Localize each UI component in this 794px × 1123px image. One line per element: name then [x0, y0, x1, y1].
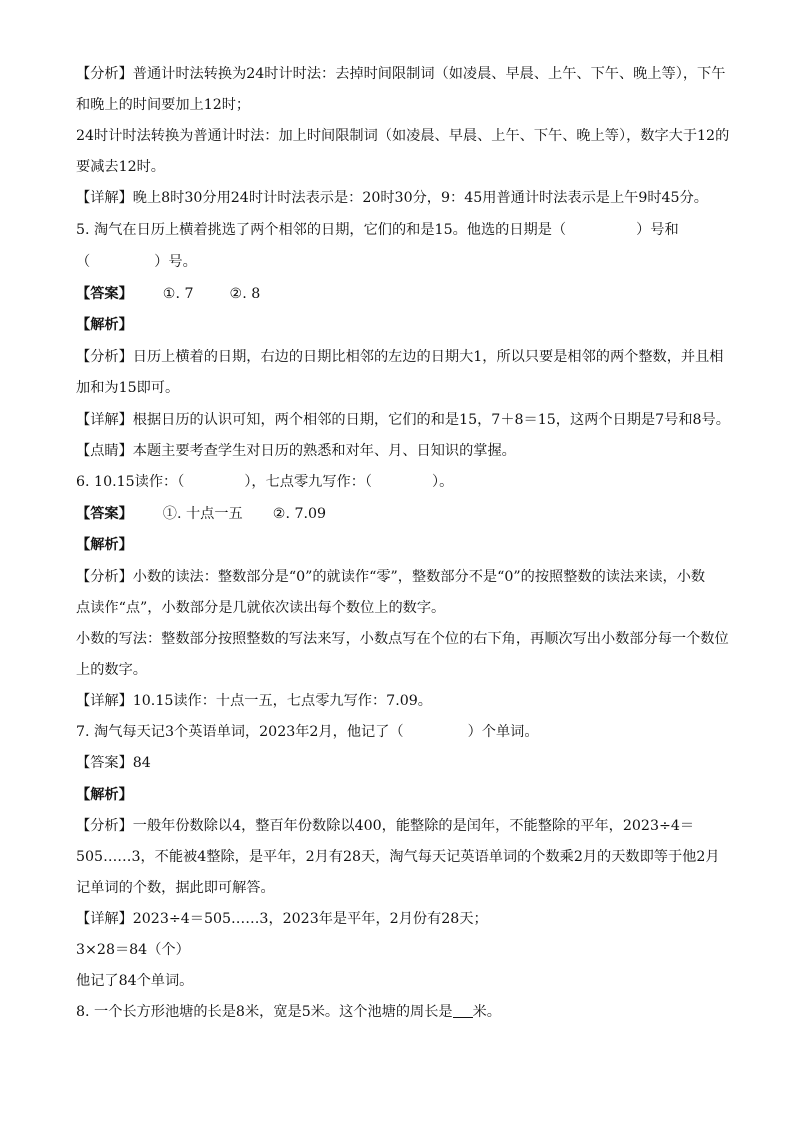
- q7-text-b: ）个单词。: [467, 724, 539, 740]
- q4-analysis-line-3: 24时计时法转换为普通计时法：加上时间限制词（如凌晨、早晨、上午、下午、晚上等），数字大于12的: [76, 128, 730, 144]
- q6-question-line: [76, 472, 726, 492]
- q5-detail-line: 【详解】根据日历的认识可知，两个相邻的日期，它们的和是15，7＋8＝15，这两个日期是7号和8号。: [76, 412, 730, 428]
- q6-answer-label: 【答案】: [76, 506, 133, 522]
- q5-text-a: 5. 淘气在日历上横着挑选了两个相邻的日期，它们的和是15。他选的日期是（: [76, 222, 567, 238]
- q6-detail-line: 【详解】10.15读作：十点一五，七点零九写作：7.09。: [76, 693, 432, 709]
- q5-jiexi-label: 【解析】: [76, 317, 133, 333]
- q4-detail-line: 【详解】晚上8时30分用24时计时法表示是：20时30分，9：45用普通计时法表示是上午9时45分。: [76, 190, 708, 206]
- q6-analysis-line-3: 小数的写法：整数部分按照整数的写法来写，小数点写在个位的右下角，再顺次写出小数部分每一个数位: [76, 631, 729, 647]
- q7-analysis-line-1: 【分析】一般年份数除以4，整百年份数除以400，能整除的是闰年，不能整除的平年，2023÷4＝: [76, 818, 695, 834]
- q5-answer-label: 【答案】: [76, 286, 133, 302]
- q8-blank[interactable]: [453, 1003, 473, 1018]
- q6-analysis-line-1: 【分析】小数的读法：整数部分是“0”的就读作“零”，整数部分不是“0”的按照整数的读法来读，小数: [76, 569, 706, 585]
- q7-answer-line: 【答案】84: [76, 755, 151, 771]
- q7-detail-line: 【详解】2023÷4＝505……3，2023年是平年，2月份有28天；: [76, 911, 488, 927]
- q7-analysis-line-2: 505……3，不能被4整除，是平年，2月有28天，淘气每天记英语单词的个数乘2月的天数即等于他2月: [76, 849, 720, 865]
- q4-analysis-line-4: 要减去12时。: [76, 159, 165, 175]
- q7-conclusion-line: 他记了84个单词。: [76, 973, 194, 989]
- q6-text-c: ）。: [432, 474, 454, 490]
- q5-answer-line: [76, 284, 726, 304]
- q8-text-a: 8. 一个长方形池塘的长是8米，宽是5米。这个池塘的周长是: [76, 1004, 453, 1020]
- q6-jiexi-label: 【解析】: [76, 537, 133, 553]
- q8-text-b: 米。: [472, 1004, 501, 1020]
- q5-text-d: ）号。: [154, 254, 197, 270]
- q7-text-a: 7. 淘气每天记3个英语单词，2023年2月，他记了（: [76, 724, 404, 740]
- q5-text-b: ）号和: [636, 222, 679, 238]
- q7-jiexi-label: 【解析】: [76, 787, 133, 803]
- q5-answer-2: ②. 8: [229, 286, 261, 302]
- q6-answer-2: ②. 7.09: [272, 506, 327, 522]
- q5-question-line-2: [76, 252, 726, 272]
- q6-text-b: ），七点零九写作：（: [244, 474, 372, 490]
- q5-analysis-line-2: 加和为15即可。: [76, 380, 180, 396]
- q5-comment-line: 【点睛】本题主要考查学生对日历的熟悉和对年、月、日知识的掌握。: [76, 443, 516, 459]
- q7-calc-line: 3×28＝84（个）: [76, 942, 190, 958]
- q6-answer-1: ①. 十点一五: [162, 506, 243, 522]
- q5-text-c: （: [76, 254, 91, 270]
- q4-analysis-line-2: 和晚上的时间要加上12时；: [76, 97, 251, 113]
- q5-question-line-1: [76, 220, 726, 240]
- q8-question-line: [76, 1002, 726, 1022]
- q5-analysis-line-1: 【分析】日历上横着的日期，右边的日期比相邻的左边的日期大1，所以只要是相邻的两个整数，并且相: [76, 349, 724, 365]
- q6-text-a: 6. 10.15读作：（: [76, 474, 185, 490]
- q7-question-line: [76, 722, 726, 742]
- q6-answer-line: [76, 504, 726, 524]
- q7-analysis-line-3: 记单词的个数，据此即可解答。: [76, 880, 275, 896]
- q6-analysis-line-4: 上的数字。: [76, 662, 147, 678]
- q5-answer-1: ①. 7: [162, 286, 194, 302]
- q6-analysis-line-2: 点读作“点”，小数部分是几就依次读出每个数位上的数字。: [76, 600, 446, 616]
- q4-analysis-line-1: 【分析】普通计时法转换为24时计时法：去掉时间限制词（如凌晨、早晨、上午、下午、晚上等），下午: [76, 66, 726, 82]
